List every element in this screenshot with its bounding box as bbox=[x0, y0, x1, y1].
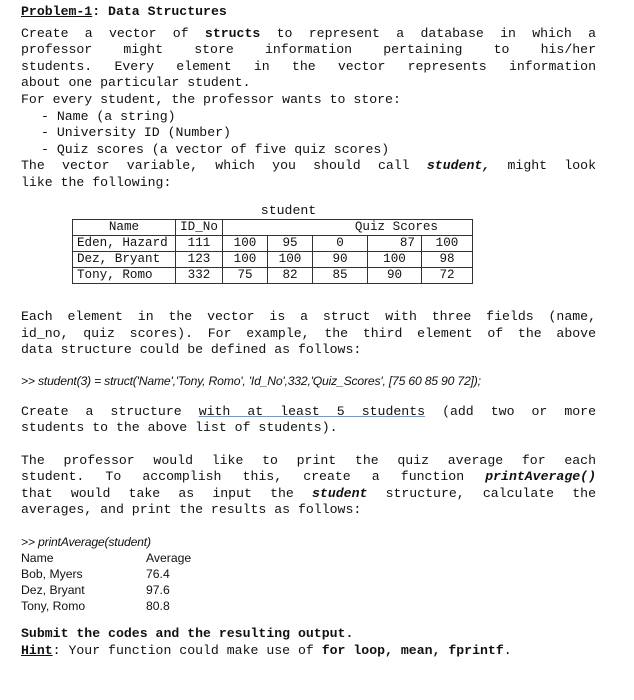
hint-line bbox=[21, 643, 596, 660]
intro-text: Create a vector of bbox=[21, 25, 205, 41]
intro-paragraph bbox=[21, 26, 596, 92]
explanation-line: data structure could be defined as follows: bbox=[21, 342, 362, 358]
vector-line: like the following: bbox=[21, 174, 172, 190]
function-name: printAverage() bbox=[485, 469, 596, 485]
student-keyword: student, bbox=[426, 158, 491, 174]
store-item: - Name (a string) bbox=[41, 108, 176, 124]
store-list bbox=[21, 109, 596, 159]
cell-score: 95 bbox=[268, 236, 313, 252]
table-caption: student bbox=[260, 202, 317, 218]
explanation-line: id_no, quiz scores). For example, the third element of the above bbox=[21, 325, 596, 341]
intro-line: professor might store information pertaining to his/her bbox=[21, 42, 596, 58]
store-item: - Quiz scores (a vector of five quiz scores) bbox=[41, 141, 390, 157]
output-name: Bob, Myers bbox=[21, 567, 83, 582]
output-header-name: Name bbox=[21, 551, 54, 566]
hint-text: : Your function could make use of bbox=[52, 642, 322, 658]
professor-text: student. To accomplish this, create a function bbox=[21, 469, 486, 485]
table-header-row bbox=[73, 220, 473, 236]
cell-score: 72 bbox=[422, 268, 473, 284]
table-row bbox=[73, 236, 473, 252]
cell-name: Tony, Romo bbox=[73, 268, 176, 284]
professor-line: averages, and print the results as follows: bbox=[21, 502, 362, 518]
struct-explanation bbox=[21, 309, 596, 359]
cell-id: 123 bbox=[176, 252, 223, 268]
problem-title bbox=[21, 4, 596, 21]
problem-title-text: : Data Structures bbox=[92, 4, 227, 19]
explanation-line: Each element in the vector is a struct with three fields (name, bbox=[21, 309, 596, 325]
student-table bbox=[72, 219, 473, 284]
vector-text: The vector variable, which you should call bbox=[21, 158, 427, 174]
code-example: >> student(3) = struct('Name','Tony, Romo', 'Id_No',332,'Quiz_Scores', [75 60 85 90 72]); bbox=[21, 373, 481, 388]
professor-paragraph bbox=[21, 453, 596, 519]
cell-score: 100 bbox=[223, 252, 268, 268]
hint-text: . bbox=[503, 642, 512, 658]
cell-id: 332 bbox=[176, 268, 223, 284]
create-text: (add two or more bbox=[425, 403, 596, 419]
output-header bbox=[21, 550, 596, 566]
output-name: Tony, Romo bbox=[21, 599, 86, 614]
cell-score: 87 bbox=[368, 236, 422, 252]
store-intro: For every student, the professor wants to store: bbox=[21, 91, 401, 107]
cell-score: 85 bbox=[313, 268, 368, 284]
table-row bbox=[73, 252, 473, 268]
cell-score: 90 bbox=[368, 268, 422, 284]
output-row bbox=[21, 598, 596, 614]
professor-text: structure, calculate the bbox=[367, 485, 596, 501]
hint-functions: for loop, mean, fprintf bbox=[321, 642, 504, 658]
sample-output bbox=[21, 534, 596, 614]
header-id: ID_No bbox=[176, 220, 223, 236]
intro-text: to represent a database in which a bbox=[260, 25, 596, 41]
structs-keyword: structs bbox=[204, 25, 261, 41]
output-row bbox=[21, 566, 596, 582]
header-name: Name bbox=[73, 220, 176, 236]
vector-line bbox=[21, 158, 596, 175]
output-average: 76.4 bbox=[146, 567, 170, 582]
cell-score: 0 bbox=[313, 236, 368, 252]
output-command: >> printAverage(student) bbox=[21, 535, 151, 550]
table-row bbox=[73, 268, 473, 284]
cell-score: 82 bbox=[268, 268, 313, 284]
professor-text: that would take as input the bbox=[21, 485, 312, 501]
output-average: 80.8 bbox=[146, 599, 170, 614]
min-students-requirement: with at least 5 students bbox=[198, 403, 426, 419]
output-average: 97.6 bbox=[146, 583, 170, 598]
problem-title-label: Problem-1 bbox=[21, 4, 93, 19]
store-item: - University ID (Number) bbox=[41, 125, 231, 141]
hint-label: Hint bbox=[21, 642, 53, 658]
vector-text: might look bbox=[490, 158, 596, 174]
cell-score: 100 bbox=[268, 252, 313, 268]
problem-page bbox=[21, 4, 596, 659]
create-instruction bbox=[21, 404, 596, 437]
cell-id: 111 bbox=[176, 236, 223, 252]
header-quiz-scores: Quiz Scores bbox=[223, 220, 473, 236]
intro-line: about one particular student. bbox=[21, 75, 251, 91]
cell-score: 90 bbox=[313, 252, 368, 268]
cell-name: Dez, Bryant bbox=[73, 252, 176, 268]
intro-line: students. Every element in the vector represents information bbox=[21, 58, 596, 74]
create-text: Create a structure bbox=[21, 403, 199, 419]
professor-line: The professor would like to print the quiz average for each bbox=[21, 452, 596, 468]
cell-name: Eden, Hazard bbox=[73, 236, 176, 252]
cell-score: 98 bbox=[422, 252, 473, 268]
output-row bbox=[21, 582, 596, 598]
student-keyword: student bbox=[312, 485, 368, 501]
submit-instruction: Submit the codes and the resulting output. bbox=[21, 626, 354, 642]
cell-score: 100 bbox=[368, 252, 422, 268]
cell-score: 75 bbox=[223, 268, 268, 284]
cell-score: 100 bbox=[422, 236, 473, 252]
output-name: Dez, Bryant bbox=[21, 583, 85, 598]
cell-score: 100 bbox=[223, 236, 268, 252]
output-header-average: Average bbox=[146, 551, 192, 566]
create-line: students to the above list of students). bbox=[21, 420, 338, 436]
